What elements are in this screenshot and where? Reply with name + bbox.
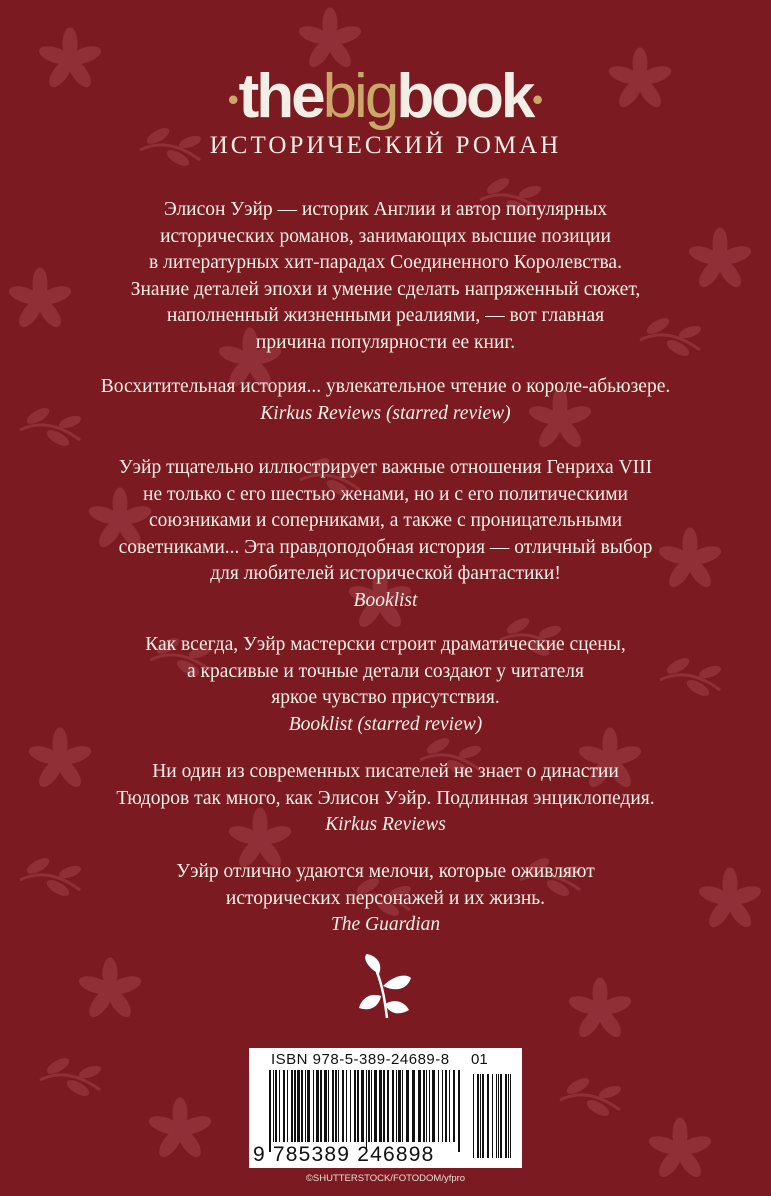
barcode-bar [498,1074,499,1158]
barcode-bar [423,1070,425,1142]
barcode-bar [392,1070,394,1142]
barcode-bar [496,1074,497,1158]
barcode-bar [505,1074,507,1158]
photo-credit: ©SHUTTERSTOCK/FOTODOM/yfpro [305,1173,466,1184]
review-line: яркое чувство присутствия. [271,687,500,708]
review-quote [60,759,711,839]
review-line: Ни один из современных писателей не знает о династии [152,761,619,782]
review-source: Kirkus Reviews (starred review) [260,402,511,424]
barcode-bar [305,1070,306,1142]
leaf-icon [357,952,415,1022]
review-line: исторических персонажей и их жизнь. [225,887,546,909]
review-source: Kirkus Reviews [325,814,446,835]
barcode-bar [297,1070,300,1142]
review-line: а красивые и точные детали создают у читателя [187,660,584,682]
annotation-line: в литературных хит-парадах Соединенного Королевства. [149,252,622,273]
barcode-bar [332,1070,334,1142]
barcode-bar [379,1070,382,1142]
barcode-bar [429,1070,430,1142]
review-quote [60,632,711,738]
isbn-label: ISBN 978-5-389-24689-8 [271,1051,450,1068]
review-line: Тюдоров так много, как Элисон Уэйр. Подлинная энциклопедия. [116,787,655,809]
review-quote [60,455,711,614]
logo-book: book [396,62,533,131]
barcode-bar [383,1070,385,1142]
barcode-bar [396,1070,397,1142]
review-line: для любителей исторической фантастики! [210,563,561,584]
annotation-line: Элисон Уэйр — историк Англии и автор популярных [163,199,608,220]
barcode-bar [458,1070,460,1152]
barcode-bar [283,1070,285,1142]
barcode-bar [294,1070,296,1142]
barcode-bar [508,1074,509,1158]
barcode-bar [320,1070,322,1142]
annotation-line: наполненный жизненными реалиями, — вот главная [166,305,605,326]
barcode-bar [510,1074,511,1158]
barcode-addon: 01 [471,1051,488,1068]
review-line: Уэйр тщательно иллюстрирует важные отношения Генриха VIII [118,457,653,478]
review-source: Booklist (starred review) [288,713,483,735]
isbn-barcode [249,1048,522,1168]
barcode-bar [366,1070,367,1152]
barcode-bar [438,1070,439,1142]
barcode-bar [473,1074,474,1158]
review-line: Восхитительная история... увлекательное чтение о короле-абьюзере. [100,376,671,397]
barcode-bar [482,1074,484,1158]
barcode-bar [480,1074,481,1158]
review-line: не только с его шестью женами, но и с его политическими [143,483,628,505]
annotation-line: причина популярности ее книг. [255,331,516,353]
barcode-bar [275,1070,277,1142]
barcode-bar [357,1070,359,1142]
review-source: Booklist [353,589,418,611]
annotation-line: исторических романов, занимающих высшие позиции [160,225,611,247]
barcode-bar [432,1070,435,1142]
series-title: ИСТОРИЧЕСКИЙ РОМАН [209,132,562,159]
barcode-bar [402,1070,403,1142]
book-annotation [60,197,711,356]
barcode-bar [316,1070,319,1142]
barcode-bar [338,1070,339,1142]
barcode-bar [324,1070,327,1142]
barcode-bar [287,1070,288,1142]
barcode-bar [335,1070,337,1142]
barcode-bar [412,1070,415,1142]
barcode-bar [354,1070,356,1142]
annotation-line: Знание деталей эпохи и умение сделать напряженный сюжет, [130,278,641,300]
review-line: союзниками и соперниками, а также с проницательными [148,510,623,531]
barcode-bar [487,1074,489,1158]
barcode-bar [291,1070,293,1142]
barcode-bar [374,1070,377,1142]
barcode-bar [361,1070,364,1142]
review-line: Уэйр отлично удаются мелочи, которые оживляют [176,861,595,882]
barcode-bar [500,1074,502,1158]
barcode-bar [346,1070,347,1142]
barcode-bar [387,1070,389,1142]
barcode-bar [279,1070,280,1142]
logo-the: the [238,62,323,131]
barcode-bar [477,1074,479,1158]
review-quote [60,374,711,427]
barcode-bar [273,1070,274,1142]
review-line: Как всегда, Уэйр мастерски строит драматические сцены, [145,634,626,655]
barcode-bar [426,1070,427,1142]
barcode-bar [418,1070,421,1142]
barcode-bar [371,1070,372,1142]
review-source: The Guardian [330,914,441,935]
barcode-bar [301,1070,303,1142]
barcode-bar [398,1070,401,1142]
barcode-bar [453,1070,455,1142]
barcode-bar [342,1070,344,1142]
barcode-bar [350,1070,351,1142]
barcode-bar [269,1070,271,1152]
barcode-bar [313,1070,314,1142]
barcode-bar [449,1070,450,1142]
logo-big: big [322,62,397,131]
barcode-digits: 9 785389 246898 [253,1143,435,1166]
review-line: советниками... Эта правдоподобная история — отличный выбор [118,536,653,558]
review-quote [60,859,711,939]
barcode-bar [368,1070,370,1142]
barcode-bar [492,1074,493,1158]
barcode-bar [445,1070,447,1142]
barcode-bar [406,1070,409,1142]
barcode-bar [328,1070,329,1142]
barcode-bar [307,1070,310,1142]
publisher-logo: •thebigbook• [228,62,543,131]
barcode-bar [442,1070,443,1142]
